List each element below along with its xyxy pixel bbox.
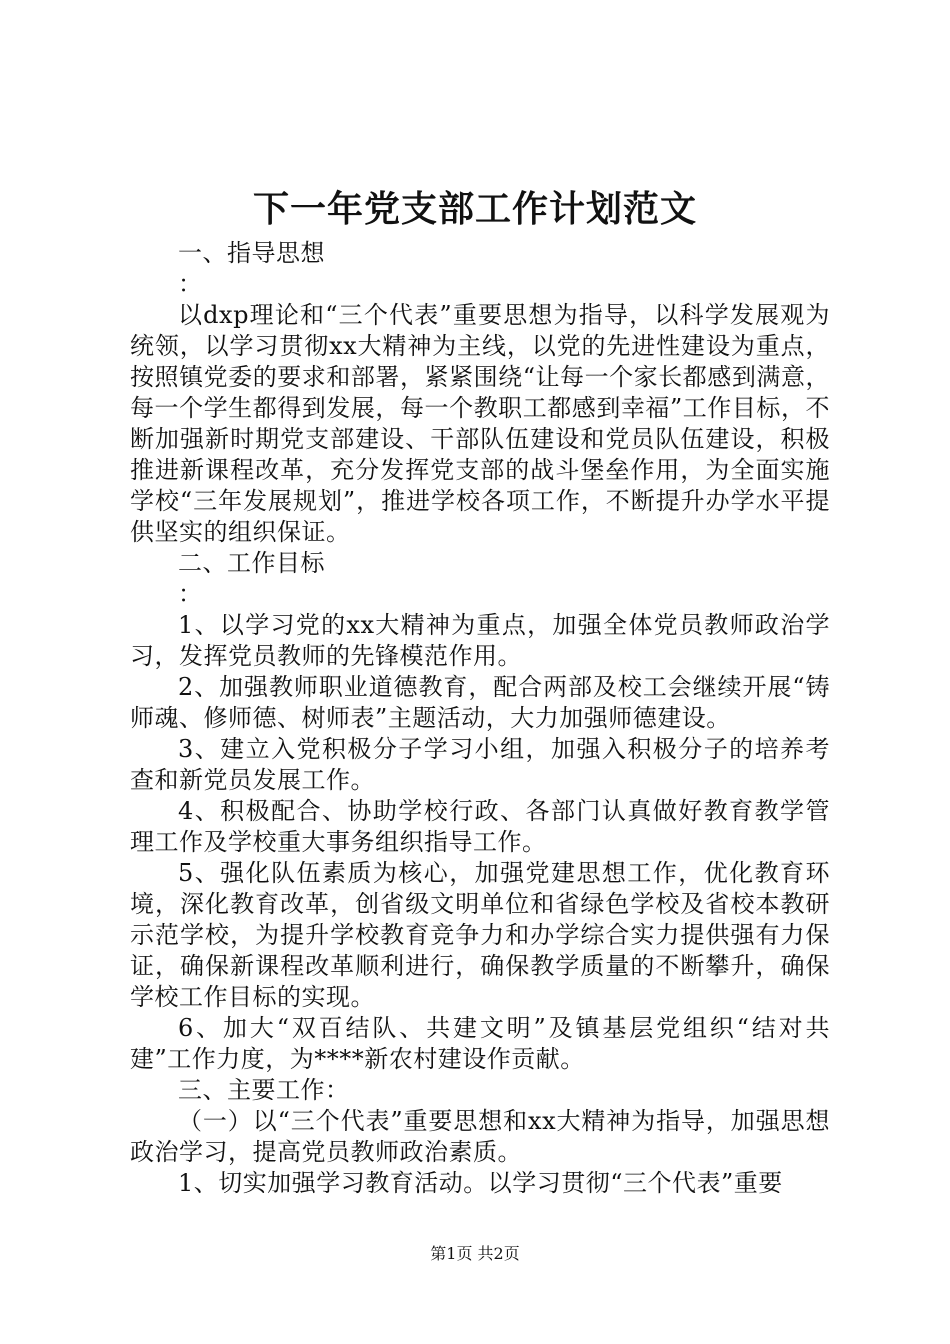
list-item: 1、以学习党的xx大精神为重点，加强全体党员教师政治学习，发挥党员教师的先锋模范作用。	[130, 611, 830, 670]
page-footer: 第1页 共2页	[430, 1244, 520, 1263]
list-item: 2、加强教师职业道德教育，配合两部及校工会继续开展“铸师魂、修师德、树师表”主题活动，大力加强师德建设。	[130, 673, 830, 732]
paragraph: 以dxp理论和“三个代表”重要思想为指导，以科学发展观为统领，以学习贯彻xx大精神为主线，以党的先进性建设为重点，按照镇党委的要求和部署，紧紧围绕“让每一个家长都感到满意，每一个学生都得到发展，每一个教职工都感到幸福”工作目标，不断加强新时期党支部建设、干部队伍建设和党员队伍建设，积极推进新课程改革，充分发挥党支部的战斗堡垒作用，为全面实施学校“三年发展规划”，推进学校各项工作，不断提升办学水平提供坚实的组织保证。	[130, 301, 830, 546]
list-item: 3、建立入党积极分子学习小组，加强入积极分子的培养考查和新党员发展工作。	[130, 735, 830, 794]
list-item: 6、加大“双百结队、共建文明”及镇基层党组织“结对共建”工作力度，为****新农村建设作贡献。	[130, 1014, 830, 1073]
document-title: 下一年党支部工作计划范文	[252, 188, 697, 230]
section-heading-1: 一、指导思想	[178, 239, 325, 267]
colon-line: ：	[178, 580, 203, 608]
colon-line: ：	[178, 270, 203, 298]
document-body	[130, 238, 830, 1199]
list-item: 4、积极配合、协助学校行政、各部门认真做好教育教学管理工作及学校重大事务组织指导工作。	[130, 797, 830, 856]
list-item: 1、切实加强学习教育活动。以学习贯彻“三个代表”重要	[178, 1169, 783, 1197]
section-heading-2: 二、工作目标	[178, 549, 325, 577]
list-item: 5、强化队伍素质为核心，加强党建思想工作，优化教育环境，深化教育改革，创省级文明单位和省绿色学校及省校本教研示范学校，为提升学校教育竞争力和办学综合实力提供强有力保证，确保新课程改革顺利进行，确保教学质量的不断攀升，确保学校工作目标的实现。	[130, 859, 830, 1011]
paragraph: （一）以“三个代表”重要思想和xx大精神为指导，加强思想政治学习，提高党员教师政治素质。	[130, 1107, 830, 1166]
section-heading-3: 三、主要工作：	[178, 1076, 350, 1104]
